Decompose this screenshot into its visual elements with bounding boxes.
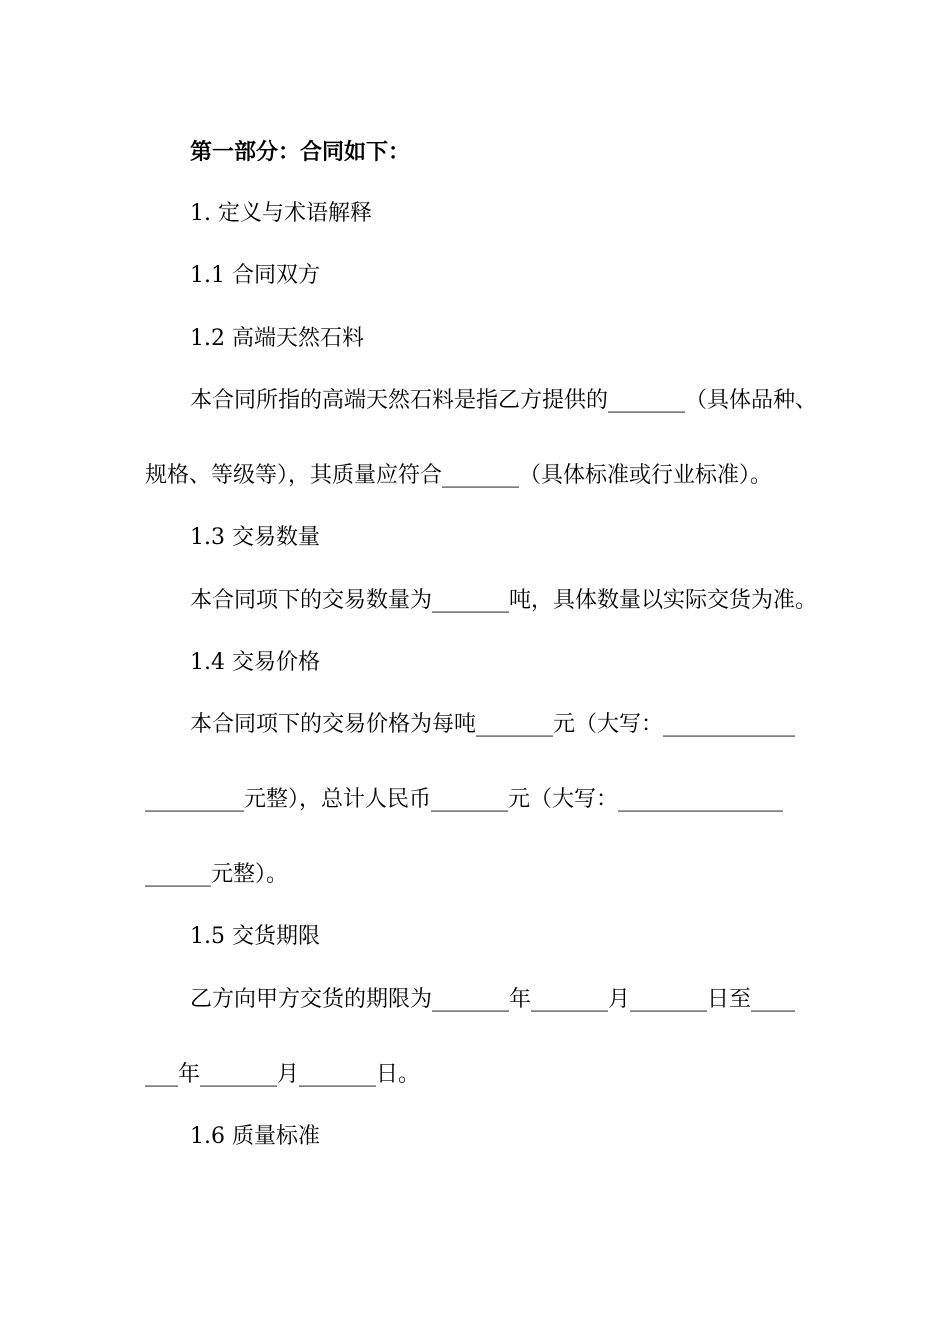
clause-heading-1-2: 1.2 高端天然石料 [190,326,364,351]
clause-heading-1-1: 1.1 合同双方 [190,263,320,288]
clause-heading-1-5: 1.5 交货期限 [190,924,320,949]
paragraph-line: 乙方向甲方交货的期限为_______年_______月_______日至____ [190,987,796,1012]
paragraph-line: 本合同所指的高端天然石料是指乙方提供的_______（具体品种、 [190,388,818,413]
paragraph-line: ___年_______月_______日。 [145,1062,421,1087]
clause-heading-1: 1. 定义与术语解释 [190,201,372,226]
section-heading: 第一部分：合同如下： [190,139,411,165]
clause-heading-1-6: 1.6 质量标准 [190,1124,320,1149]
paragraph-line: 本合同项下的交易数量为_______吨，具体数量以实际交货为准。 [190,588,818,613]
clause-heading-1-3: 1.3 交易数量 [190,525,320,550]
paragraph-line: _________元整），总计人民币_______元（大写：_______________ [145,787,784,812]
paragraph-line: 规格、等级等），其质量应符合_______（具体标准或行业标准）。 [145,463,773,488]
paragraph-line: 本合同项下的交易价格为每吨_______元（大写：____________ [190,712,796,737]
paragraph-line: ______元整）。 [145,862,289,887]
clause-heading-1-4: 1.4 交易价格 [190,650,320,675]
